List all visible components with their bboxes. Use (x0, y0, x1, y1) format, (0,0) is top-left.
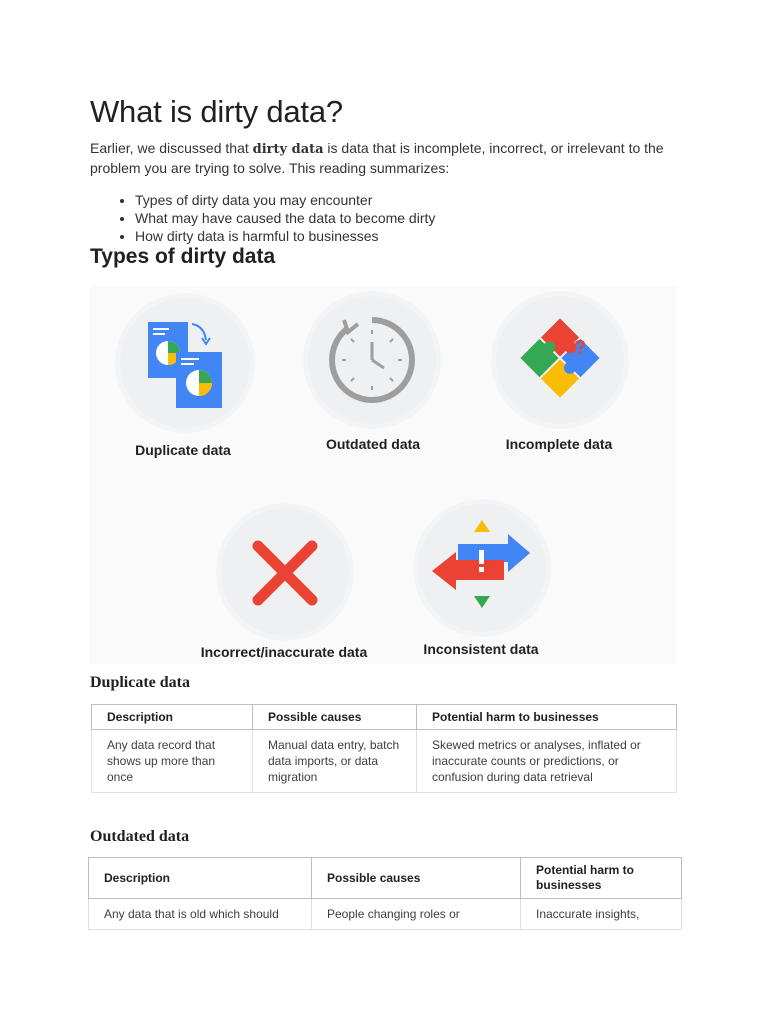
dirty-data-types-graphic (90, 286, 676, 664)
label-duplicate-data: Duplicate data (135, 442, 231, 458)
types-heading: Types of dirty data (90, 245, 276, 268)
opposing-arrows-icon (428, 516, 534, 614)
x-icon (250, 538, 320, 608)
table-row (89, 899, 682, 930)
table-header-row (89, 858, 682, 899)
column-header: Description (89, 858, 312, 899)
duplicate-documents-icon (140, 316, 230, 411)
table-header-row (92, 705, 677, 730)
column-header: Possible causes (312, 858, 521, 899)
intro-bold-term: dirty data (252, 142, 324, 157)
table-cell: Any data record that shows up more than once (92, 730, 253, 793)
puzzle-icon (512, 310, 608, 406)
section-heading-duplicate: Duplicate data (90, 674, 190, 691)
label-incomplete-data: Incomplete data (505, 436, 613, 452)
column-header: Potential harm to businesses (521, 858, 682, 899)
column-header: Potential harm to businesses (417, 705, 677, 730)
table-cell: Any data that is old which should (89, 899, 312, 930)
list-item: • How dirty data is harmful to businesses (135, 227, 435, 245)
intro-text-start: Earlier, we discussed that (90, 140, 253, 156)
section-heading-outdated: Outdated data (90, 828, 190, 845)
intro-text-end: is data that is incomplete, incorrect, or irrelevant to the problem you are trying to solve. This reading summarizes: (90, 140, 664, 176)
table-cell: People changing roles or (312, 899, 521, 930)
list-item: • What may have caused the data to become dirty (135, 209, 435, 227)
summary-list (110, 191, 435, 245)
table-cell: Manual data entry, batch data imports, or data migration (253, 730, 417, 793)
page-title: What is dirty data? (90, 94, 343, 129)
svg-text:?: ? (574, 337, 587, 359)
table-row (92, 730, 677, 793)
outdated-data-table (88, 857, 682, 930)
column-header: Possible causes (253, 705, 417, 730)
label-incorrect-data: Incorrect/inaccurate data (200, 644, 368, 660)
column-header: Description (92, 705, 253, 730)
list-item: • Types of dirty data you may encounter (135, 191, 435, 209)
table-cell: Skewed metrics or analyses, inflated or inaccurate counts or predictions, or confusion during data retrieval (417, 730, 677, 793)
label-inconsistent-data: Inconsistent data (423, 641, 539, 657)
intro-paragraph (90, 139, 690, 177)
label-outdated-data: Outdated data (325, 436, 421, 452)
duplicate-data-table (91, 704, 677, 793)
table-cell: Inaccurate insights, (521, 899, 682, 930)
clock-icon (326, 314, 418, 406)
